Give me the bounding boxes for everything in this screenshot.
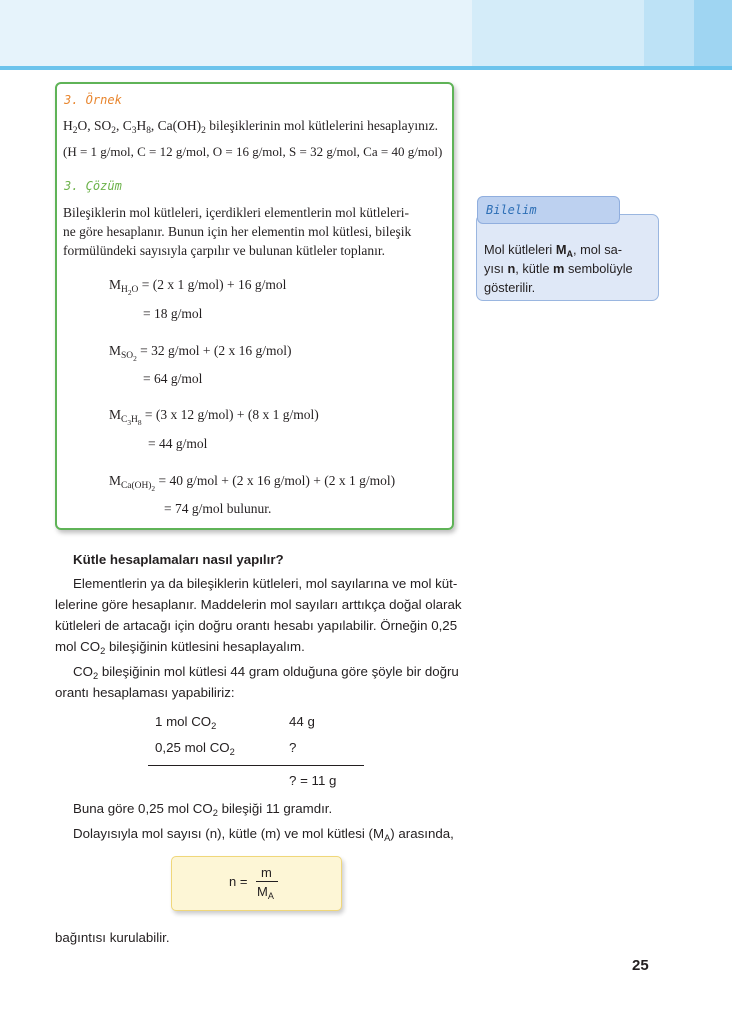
calc-so2: $M_{SO2} = 32$ g/mol + (2 x 16 g/mol) (109, 343, 292, 363)
p2-line2: orantı hesaplaması yapabiliriz: (55, 685, 235, 700)
header-rule (0, 66, 732, 70)
formula-numerator: m (261, 865, 272, 880)
p4-line: Dolayısıyla mol sayısı (n), kütle (m) ve mol kütlesi $(M_A)$ arasında, (73, 826, 454, 843)
p3-line: Buna göre 0,25 mol $CO_2$ bileşiği 11 gramdır. (73, 801, 333, 818)
header-band (0, 0, 732, 66)
p1-line1: Elementlerin ya da bileşiklerin kütleleri, mol sayılarına ve mol küt- (73, 576, 458, 591)
proportion-row1-value: 44 g (289, 714, 315, 729)
bilelim-line1: Mol kütleleri $M_A$, mol sa- (484, 242, 623, 259)
proportion-result: ? = 11 g (289, 773, 337, 788)
calc-caoh2-result: = 74 g/mol bulunur. (164, 501, 272, 516)
solution-line1: Bileşiklerin mol kütleleri, içerdikleri elementlerin mol kütleleri- (63, 205, 410, 220)
calc-c3h8-result: = 44 g/mol (148, 436, 208, 451)
proportion-divider (148, 765, 364, 766)
calc-caoh2: $M_{Ca(OH)2} = 40$ g/mol + (2 x 16 g/mol) + (2 x 1 g/mol) (109, 473, 396, 493)
calc-so2-result: = 64 g/mol (143, 371, 203, 386)
header-block-3 (694, 0, 732, 66)
solution-line3: formülündeki sayısıyla çarpılır ve bulunan kütleler toplanır. (63, 243, 386, 258)
example-title: 3. Örnek (64, 93, 122, 107)
example-question-line2: (H = 1 g/mol, C = 12 g/mol, O = 16 g/mol, S = 32 g/mol, Ca = 40 g/mol) (63, 144, 443, 159)
proportion-row1-label: 1 mol $CO_2$ (155, 714, 217, 731)
example-question-line1: $H_2O$, $SO_2$, $C_3H_8$, $Ca(OH)_2$ bileşiklerinin mol kütlelerini hesaplayınız. (63, 118, 438, 136)
calc-h2o-result: = 18 g/mol (143, 306, 203, 321)
header-block-1 (472, 0, 644, 66)
formula-lhs: n = (229, 874, 248, 889)
header-block-2 (644, 0, 694, 66)
proportion-row2-value: ? (289, 740, 297, 755)
solution-line2: ne göre hesaplanır. Bunun için her elementin mol kütlesi, bileşik (63, 224, 412, 239)
bilelim-line3: gösterilir. (484, 280, 536, 295)
p1-line4: mol $CO_2$ bileşiğinin kütlesini hesaplayalım. (55, 639, 305, 656)
bilelim-title: Bilelim (486, 203, 537, 217)
proportion-row2-label: 0,25 mol $CO_2$ (155, 740, 235, 757)
calc-c3h8: $M_{C3H8} = (3$ x 12 g/mol) + (8 x 1 g/mol) (109, 407, 319, 427)
formula-denominator: $M_A$ (257, 884, 274, 901)
closing-line: bağıntısı kurulabilir. (55, 930, 170, 945)
p1-line3: kütleleri de artacağı için doğru orantı hesabı yapılabilir. Örneğin 0,25 (55, 618, 458, 633)
p2-line1: $CO_2$ bileşiğinin mol kütlesi 44 gram olduğuna göre şöyle bir doğru (73, 664, 459, 681)
formula-fraction-bar (256, 881, 278, 882)
calc-h2o: $M_{H2O} = (2$ x 1 g/mol) + 16 g/mol (109, 277, 287, 297)
solution-title: 3. Çözüm (64, 179, 122, 193)
section-heading: Kütle hesaplamaları nasıl yapılır? (73, 552, 284, 567)
p1-line2: lelerine göre hesaplanır. Maddelerin mol sayıları arttıkça doğal olarak (55, 597, 462, 612)
page-number: 25 (632, 957, 649, 974)
bilelim-line2: yısı n, kütle m sembolüyle (484, 261, 633, 276)
